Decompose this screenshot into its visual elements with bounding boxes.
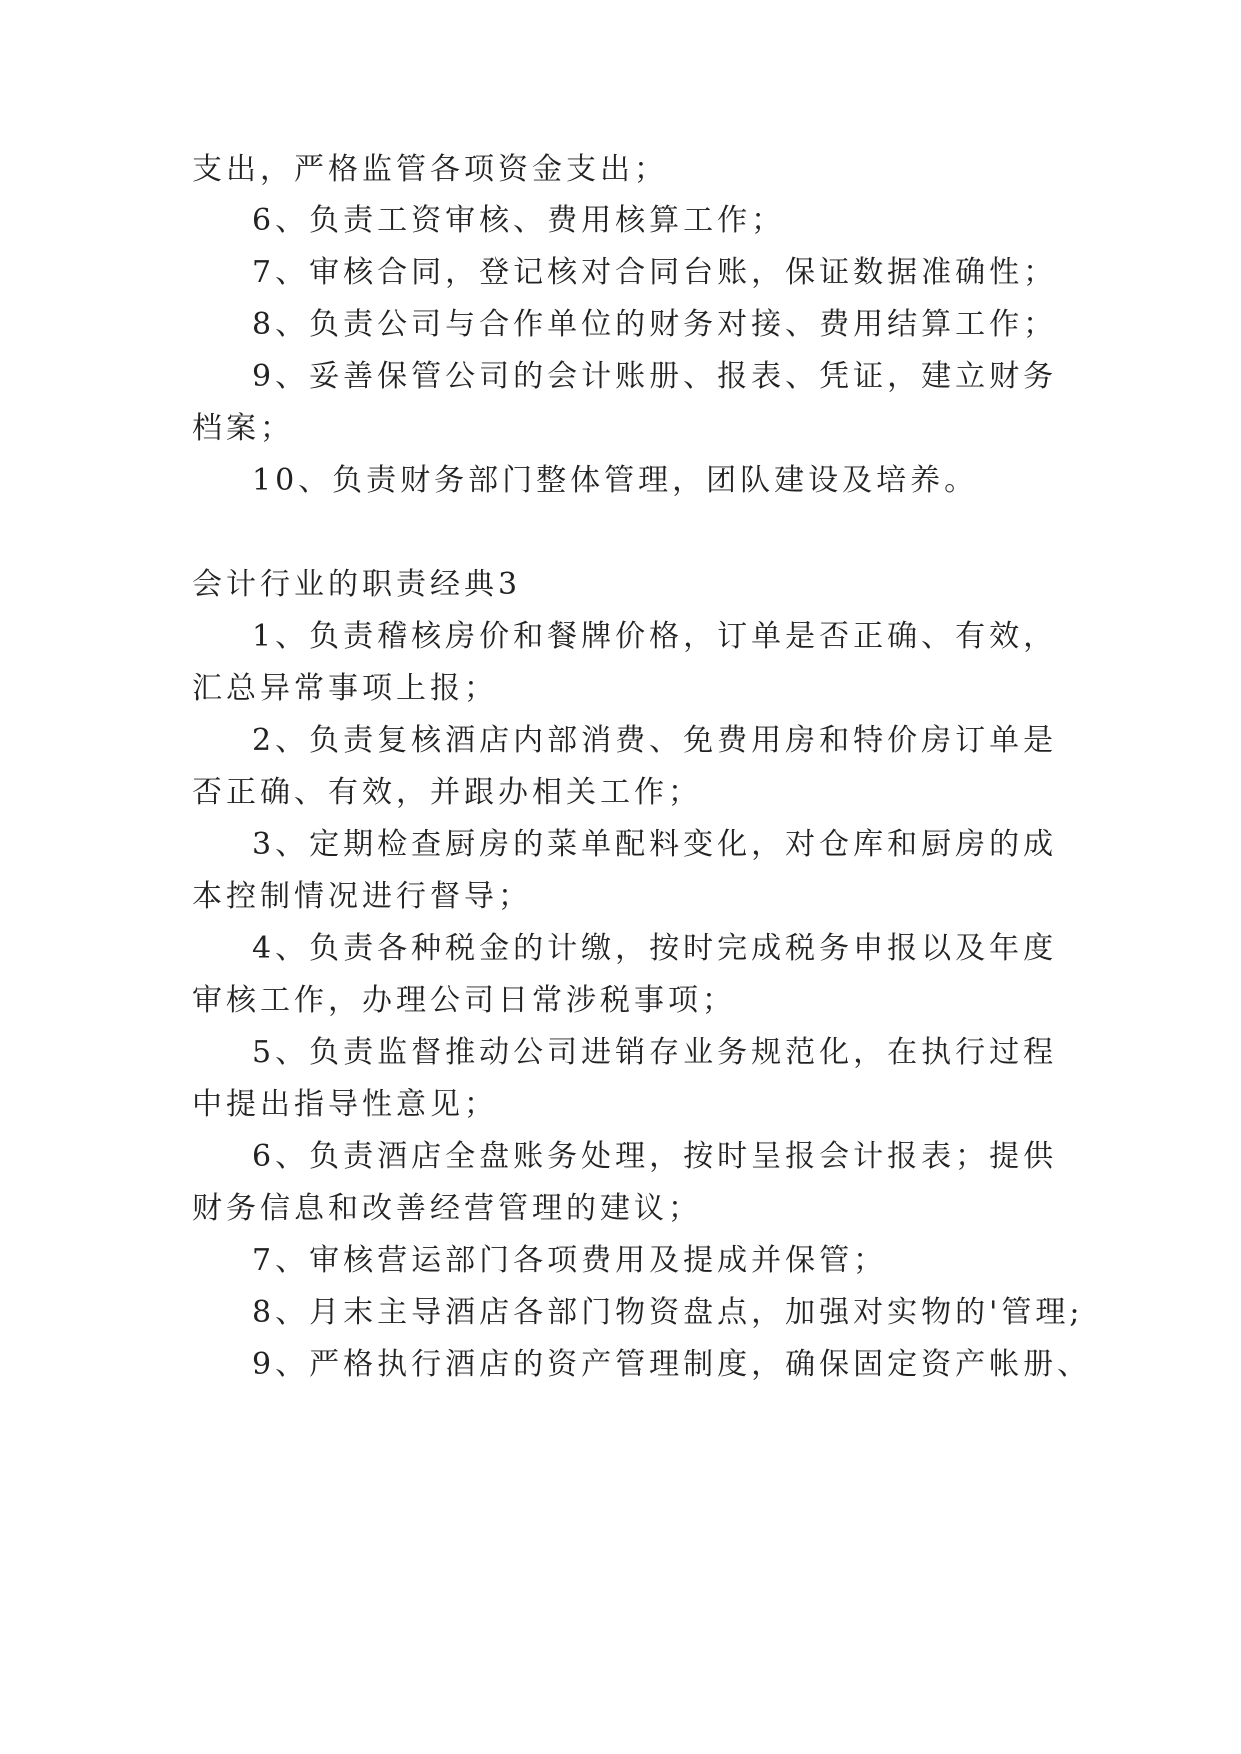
section-heading: 会计行业的职责经典3	[192, 567, 522, 602]
paragraph-line: 3、定期检查厨房的菜单配料变化，对仓库和厨房的成	[252, 827, 1058, 862]
paragraph-line: 否正确、有效，并跟办相关工作；	[192, 775, 702, 810]
paragraph-line: 8、月末主导酒店各部门物资盘点，加强对实物的'管理;	[252, 1295, 1084, 1330]
paragraph-line: 4、负责各种税金的计缴，按时完成税务申报以及年度	[252, 931, 1058, 966]
paragraph-line: 7、审核营运部门各项费用及提成并保管；	[252, 1243, 888, 1278]
paragraph-line: 6、负责酒店全盘账务处理，按时呈报会计报表；提供	[252, 1139, 1058, 1174]
paragraph-line: 1、负责稽核房价和餐牌价格，订单是否正确、有效，	[252, 619, 1058, 654]
paragraph-line: 8、负责公司与合作单位的财务对接、费用结算工作；	[252, 307, 1058, 342]
paragraph-line: 审核工作，办理公司日常涉税事项；	[192, 983, 736, 1018]
paragraph-line: 7、审核合同，登记核对合同台账，保证数据准确性；	[252, 255, 1058, 290]
paragraph-line: 财务信息和改善经营管理的建议；	[192, 1191, 702, 1226]
paragraph-line: 汇总异常事项上报；	[192, 671, 498, 706]
paragraph-line: 6、负责工资审核、费用核算工作；	[252, 203, 786, 238]
paragraph-line: 支出，严格监管各项资金支出；	[192, 152, 668, 187]
paragraph-line: 2、负责复核酒店内部消费、免费用房和特价房订单是	[252, 723, 1058, 758]
paragraph-line: 中提出指导性意见；	[192, 1087, 498, 1122]
paragraph-line: 档案；	[192, 411, 294, 446]
paragraph-line: 9、妥善保管公司的会计账册、报表、凭证，建立财务	[252, 359, 1058, 394]
paragraph-line: 9、严格执行酒店的资产管理制度，确保固定资产帐册、	[252, 1347, 1092, 1382]
paragraph-line: 本控制情况进行督导；	[192, 879, 532, 914]
paragraph-line: 10、负责财务部门整体管理，团队建设及培养。	[252, 463, 979, 498]
paragraph-line: 5、负责监督推动公司进销存业务规范化，在执行过程	[252, 1035, 1058, 1070]
